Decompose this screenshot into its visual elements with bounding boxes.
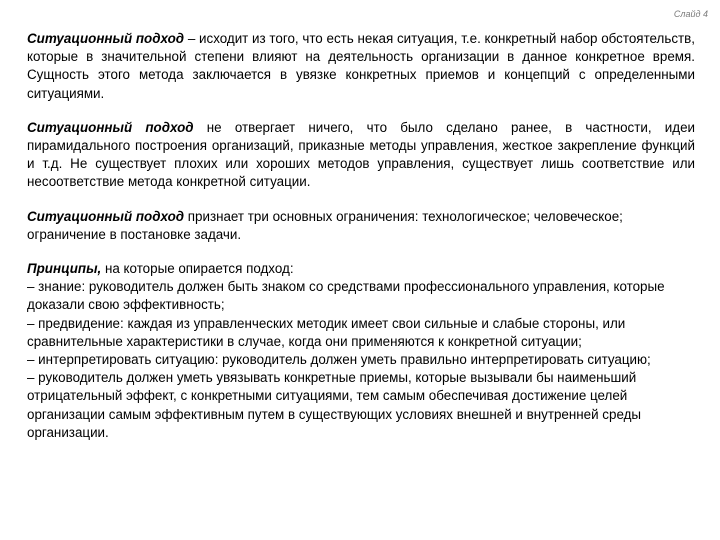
term-situational-approach: Ситуационный подход xyxy=(27,31,185,46)
paragraph-limitations xyxy=(27,208,695,244)
paragraph-continuity xyxy=(27,119,695,192)
principle-item: – интерпретировать ситуацию: руководитель должен уметь правильно интерпретировать ситуацию; xyxy=(27,352,651,368)
paragraph-text: не отвергает ничего, что было сделано ранее, в частности, идеи пирамидального построения организаций, приказные методы управления, жесткое закрепление функций и т.д. Не существует плохих или хороших методов управления, существует лишь соответствие или несоответствие метода конкретной ситуации. xyxy=(27,119,695,190)
paragraph-text: признает три основных ограничения: технологическое; человеческое; ограничение в постановке задачи. xyxy=(27,208,623,242)
paragraph-text: – исходит из того, что есть некая ситуация, т.е. конкретный набор обстоятельств, которые в значительной степени влияют на деятельность организации в данное конкретное время. Сущность этого метода заключается в увязке конкретных приемов и концепций с определенными ситуациями. xyxy=(27,31,695,101)
principles-intro: на которые опирается подход: xyxy=(101,261,294,277)
term-principles: Принципы, xyxy=(27,261,102,277)
principle-item: – руководитель должен уметь увязывать конкретные приемы, которые вызывали бы наименьший отрицательный эффект, с конкретными ситуациями, тем самым обеспечивая достижение целей организации самым эффективным путем в существующих условиях внешней и внутренней среды организации. xyxy=(27,370,642,440)
term-situational-approach: Ситуационный подход xyxy=(27,208,185,224)
term-situational-approach: Ситуационный подход xyxy=(27,119,194,135)
slide-content xyxy=(27,30,695,442)
principle-item: – знание: руководитель должен быть знаком со средствами профессионального управления, которые доказали свою эффективность; xyxy=(27,279,665,313)
principle-item: – предвидение: каждая из управленческих методик имеет свои сильные и слабые стороны, или сравнительные характеристики в случае, когда они применяются к конкретной ситуации; xyxy=(27,315,626,349)
paragraph-definition xyxy=(27,30,695,103)
principles-block xyxy=(27,260,695,442)
principles-heading xyxy=(27,260,695,278)
slide-number: Слайд 4 xyxy=(673,9,708,19)
